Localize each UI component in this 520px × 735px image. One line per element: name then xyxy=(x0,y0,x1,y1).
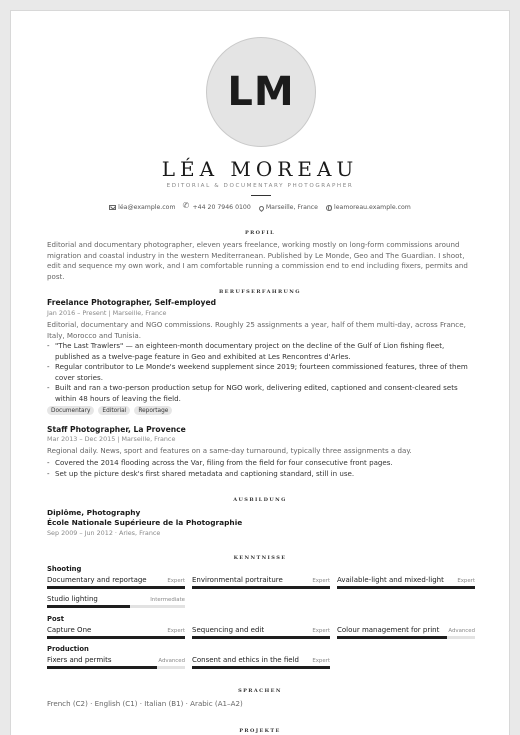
section-title-languages: SPRACHEN xyxy=(238,688,282,694)
job-summary: Regional daily. News, sport and features on a same-day turnaround, typically three assignments a day. xyxy=(47,446,412,455)
job-bullets xyxy=(47,458,473,479)
skill-level-bar xyxy=(337,586,475,589)
skill-level-fill xyxy=(47,586,185,589)
tag: Editorial xyxy=(98,406,130,415)
job-summary: Editorial, documentary and NGO commissions. Roughly 25 assignments a year, half of them multi-day, across France, Italy, Morocco and Tunisia. xyxy=(47,320,466,340)
skill-level-fill xyxy=(47,666,157,669)
contact-website[interactable]: leamoreau.example.com xyxy=(326,204,411,211)
education-meta: Sep 2009 – Jun 2012 · Arles, France xyxy=(47,529,161,537)
skill-level-bar xyxy=(47,586,185,589)
list-item: - Regular contributor to Le Monde's weekend supplement since 2019; fourteen commissioned features, three of them cover stories. xyxy=(47,362,473,383)
mail-icon xyxy=(109,205,116,210)
job-meta: Jan 2016 – Present | Marseille, France xyxy=(47,309,167,317)
tag: Documentary xyxy=(47,406,94,415)
phone-icon xyxy=(183,204,190,211)
skill-level-bar xyxy=(192,636,330,639)
job-title: Freelance Photographer, Self-employed xyxy=(47,298,217,307)
skill-level-fill xyxy=(192,636,330,639)
skill-item: Colour management for print Advanced xyxy=(337,626,475,639)
contact-phone[interactable]: ✆ +44 20 7946 0100 xyxy=(183,204,250,211)
list-item: - Built and ran a two-person production setup for NGO work, delivering edited, captioned and consent-cleared sets within 48 hours of leaving the field. xyxy=(47,383,473,404)
skill-item: Studio lighting Intermediate xyxy=(47,595,185,608)
location-pin-icon xyxy=(258,204,265,211)
job-title: Staff Photographer, La Provence xyxy=(47,425,186,434)
skill-level-bar xyxy=(192,586,330,589)
job-meta: Mar 2013 – Dec 2015 | Marseille, France xyxy=(47,435,176,443)
person-name: LÉA MOREAU xyxy=(161,157,359,181)
skill-level-bar xyxy=(337,636,475,639)
contact-bar xyxy=(11,204,509,211)
skill-item: Documentary and reportage Expert xyxy=(47,576,185,589)
resume-page xyxy=(10,10,510,735)
job-bullets xyxy=(47,341,473,404)
education-school: École Nationale Supérieure de la Photographie xyxy=(47,518,243,527)
profile-text: Editorial and documentary photographer, eleven years freelance, working mostly on long-form commissions around migration and coastal industry in the western Mediterranean. Published by Le Monde, Geo and The Guardian. I shoot, edit and sequence my own work, and I am comfortable running a commission end to end including fixers, permits and post. xyxy=(47,240,468,281)
skill-level-fill xyxy=(192,666,330,669)
skill-item: Environmental portraiture Expert xyxy=(192,576,330,589)
skill-item: Sequencing and edit Expert xyxy=(192,626,330,639)
section-title-projects: PROJEKTE xyxy=(239,728,281,734)
skill-level-bar xyxy=(192,666,330,669)
contact-location: Marseille, France xyxy=(259,204,318,211)
skill-group-post: Post xyxy=(47,615,64,623)
list-item: - Covered the 2014 flooding across the Var, filing from the field for four consecutive front pages. xyxy=(47,458,473,469)
languages-text: French (C2) · English (C1) · Italian (B1) · Arabic (A1–A2) xyxy=(47,699,243,708)
skill-item: Fixers and permits Advanced xyxy=(47,656,185,669)
list-item: - "The Last Trawlers" — an eighteen-month documentary project on the decline of the Gulf of Lion fishing fleet, published as a twelve-page feature in Geo and exhibited at Les Rencontres d'Arles. xyxy=(47,341,473,362)
skill-level-fill xyxy=(337,586,475,589)
section-title-education: AUSBILDUNG xyxy=(233,497,287,503)
skill-group-shooting: Shooting xyxy=(47,565,82,573)
section-title-profile: PROFIL xyxy=(244,230,276,236)
skill-level-fill xyxy=(192,586,330,589)
skill-group-production: Production xyxy=(47,645,89,653)
tag: Reportage xyxy=(134,406,172,415)
education-degree: Diplôme, Photography xyxy=(47,508,141,517)
job-tags xyxy=(47,406,172,415)
header-divider xyxy=(251,195,271,196)
skill-level-bar xyxy=(47,605,185,608)
skill-level-fill xyxy=(47,636,185,639)
person-role: EDITORIAL & DOCUMENTARY PHOTOGRAPHER xyxy=(166,183,354,189)
section-title-experience: BERUFSERFAHRUNG xyxy=(219,289,301,295)
skill-item: Available-light and mixed-light Expert xyxy=(337,576,475,589)
skill-item: Capture One Expert xyxy=(47,626,185,639)
skill-item: Consent and ethics in the field Expert xyxy=(192,656,330,669)
skill-level-fill xyxy=(337,636,447,639)
section-title-skills: KENNTNISSE xyxy=(233,555,287,561)
skill-level-bar xyxy=(47,636,185,639)
skill-level-fill xyxy=(47,605,130,608)
avatar xyxy=(206,37,316,147)
skill-level-bar xyxy=(47,666,185,669)
avatar-initials: LM xyxy=(227,69,295,115)
list-item: - Set up the picture desk's first shared metadata and captioning standard, still in use. xyxy=(47,469,473,480)
globe-icon xyxy=(326,205,332,211)
contact-email[interactable]: léa@example.com xyxy=(109,204,175,211)
